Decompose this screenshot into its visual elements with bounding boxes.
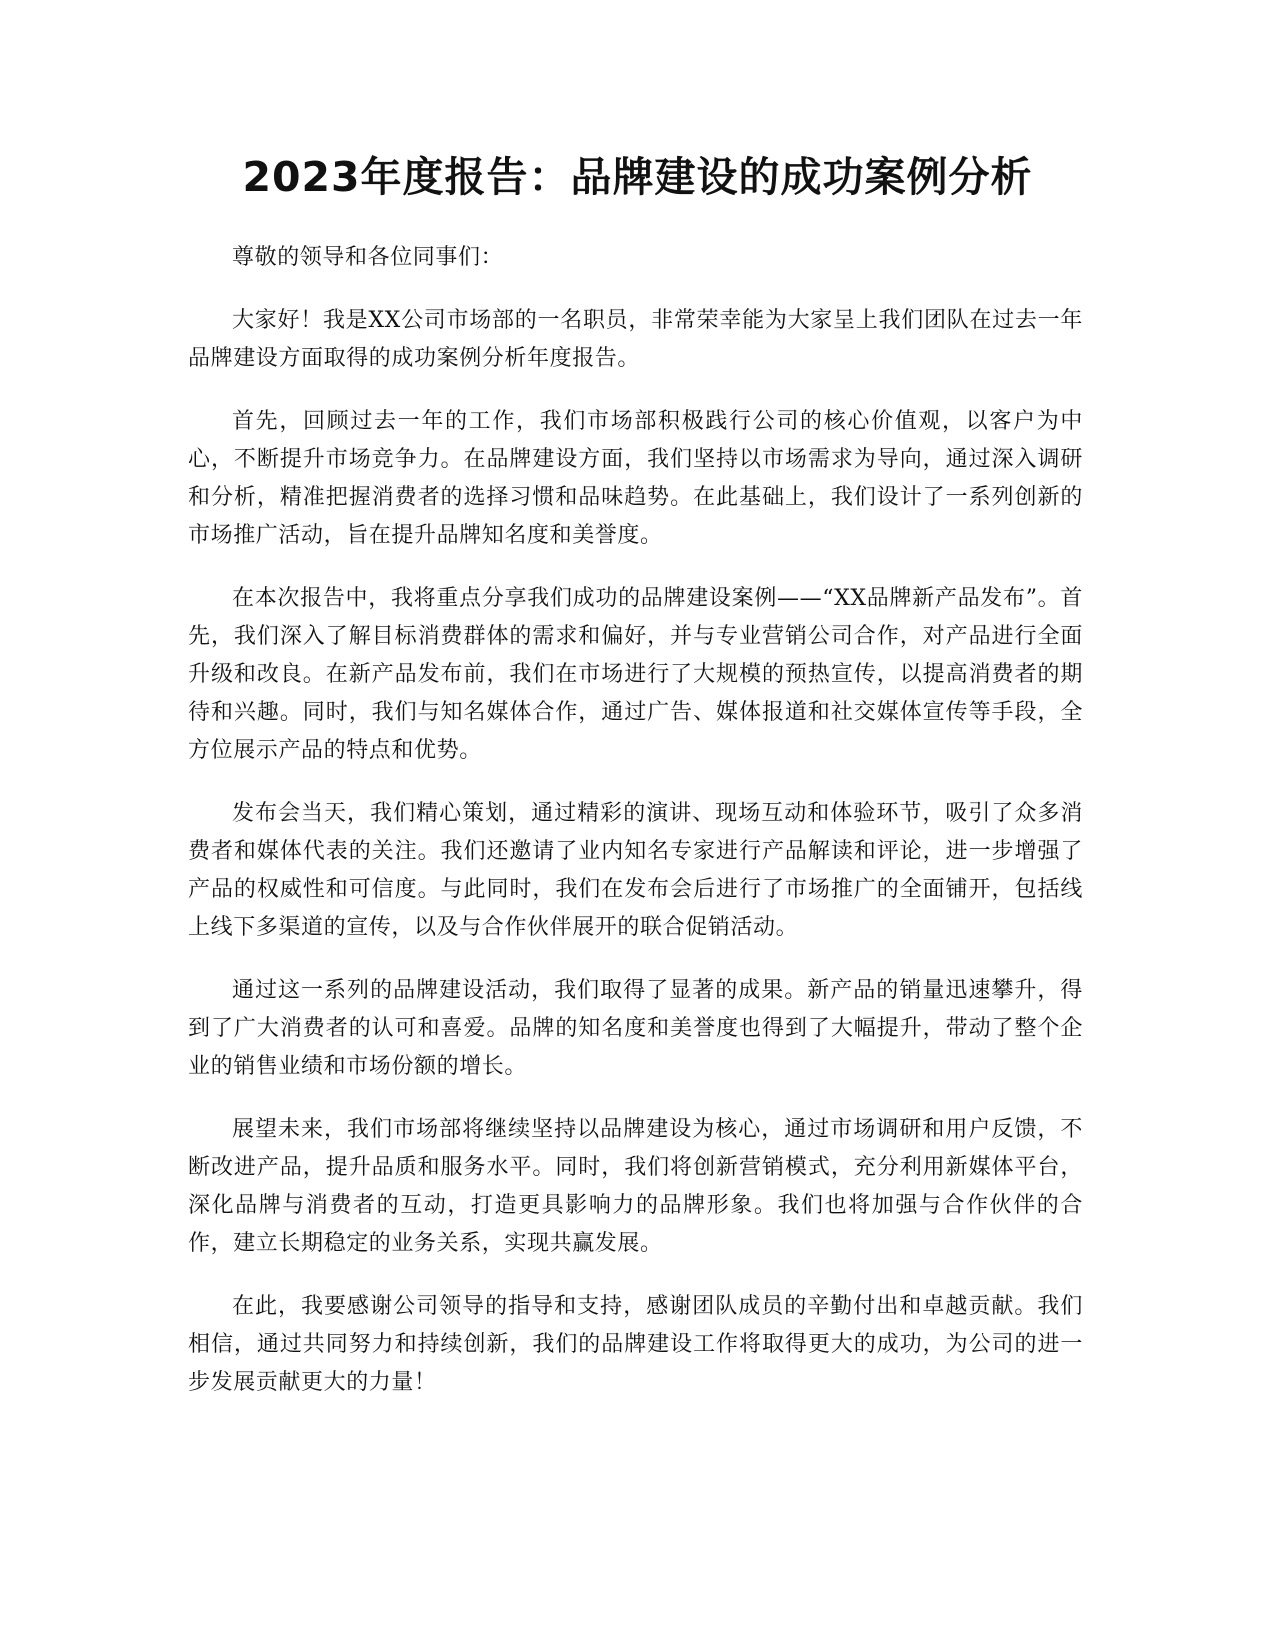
body-paragraph: 在本次报告中，我将重点分享我们成功的品牌建设案例——“XX品牌新产品发布”。首先，我们深入了解目标消费群体的需求和偏好，并与专业营销公司合作，对产品进行全面升级和改良。在新产品发布前，我们在市场进行了大规模的预热宣传，以提高消费者的期待和兴趣。同时，我们与知名媒体合作，通过广告、媒体报道和社交媒体宣传等手段，全方位展示产品的特点和优势。 — [188, 586, 1083, 763]
document-body — [188, 239, 1083, 1427]
body-paragraph: 展望未来，我们市场部将继续坚持以品牌建设为核心，通过市场调研和用户反馈，不断改进产品，提升品质和服务水平。同时，我们将创新营销模式，充分利用新媒体平台，深化品牌与消费者的互动，打造更具影响力的品牌形象。我们也将加强与合作伙伴的合作，建立长期稳定的业务关系，实现共赢发展。 — [188, 1117, 1083, 1256]
closing-paragraph: 在此，我要感谢公司领导的指导和支持，感谢团队成员的辛勤付出和卓越贡献。我们相信，通过共同努力和持续创新，我们的品牌建设工作将取得更大的成功，为公司的进一步发展贡献更大的力量！ — [188, 1294, 1083, 1395]
body-paragraph: 大家好！我是XX公司市场部的一名职员，非常荣幸能为大家呈上我们团队在过去一年品牌建设方面取得的成功案例分析年度报告。 — [188, 308, 1083, 371]
body-paragraph: 发布会当天，我们精心策划，通过精彩的演讲、现场互动和体验环节，吸引了众多消费者和媒体代表的关注。我们还邀请了业内知名专家进行产品解读和评论，进一步增强了产品的权威性和可信度。与此同时，我们在发布会后进行了市场推广的全面铺开，包括线上线下多渠道的宣传，以及与合作伙伴展开的联合促销活动。 — [188, 801, 1083, 940]
greeting-paragraph: 尊敬的领导和各位同事们： — [232, 245, 504, 270]
body-paragraph: 通过这一系列的品牌建设活动，我们取得了显著的成果。新产品的销量迅速攀升，得到了广大消费者的认可和喜爱。品牌的知名度和美誉度也得到了大幅提升，带动了整个企业的销售业绩和市场份额的增长。 — [188, 978, 1083, 1079]
document-title: 2023年度报告：品牌建设的成功案例分析 — [242, 153, 1033, 201]
body-paragraph: 首先，回顾过去一年的工作，我们市场部积极践行公司的核心价值观，以客户为中心，不断提升市场竞争力。在品牌建设方面，我们坚持以市场需求为导向，通过深入调研和分析，精准把握消费者的选择习惯和品味趋势。在此基础上，我们设计了一系列创新的市场推广活动，旨在提升品牌知名度和美誉度。 — [188, 409, 1083, 548]
